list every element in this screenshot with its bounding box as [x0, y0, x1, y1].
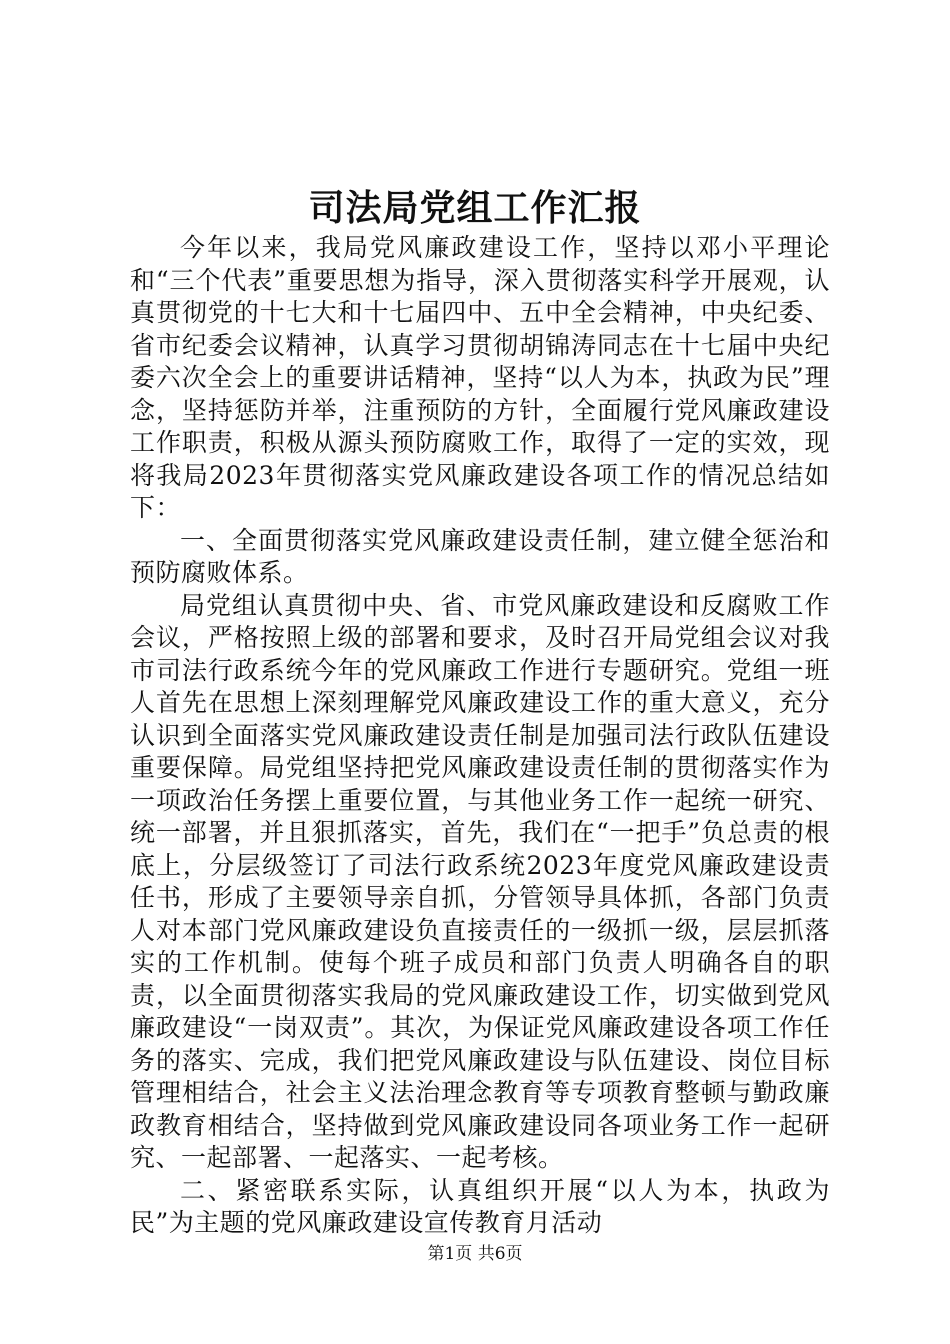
intro-paragraph: 今年以来，我局党风廉政建设工作，坚持以邓小平理论和“三个代表”重要思想为指导，深入贯彻落实科学开展观，认真贯彻党的十七大和十七届四中、五中全会精神，中央纪委、省市纪委会议精神，认真学习贯彻胡锦涛同志在十七届中央纪委六次全会上的重要讲话精神，坚持“以人为本，执政为民”理念，坚持惩防并举，注重预防的方针，全面履行党风廉政建设工作职责，积极从源头预防腐败工作，取得了一定的实效，现将我局2023年贯彻落实党风廉政建设各项工作的情况总结如下： [130, 233, 830, 522]
document-body [130, 232, 830, 1240]
section-1-paragraph: 局党组认真贯彻中央、省、市党风廉政建设和反腐败工作会议，严格按照上级的部署和要求，及时召开局党组会议对我市司法行政系统今年的党风廉政工作进行专题研究。党组一班人首先在思想上深刻理解党风廉政建设工作的重大意义，充分认识到全面落实党风廉政建设责任制是加强司法行政队伍建设重要保障。局党组坚持把党风廉政建设责任制的贯彻落实作为一项政治任务摆上重要位置，与其他业务工作一起统一研究、统一部署，并且狠抓落实，首先，我们在“一把手”负总责的根底上，分层级签订了司法行政系统2023年度党风廉政建设责任书，形成了主要领导亲自抓，分管领导具体抓，各部门负责人对本部门党风廉政建设负直接责任的一级抓一级，层层抓落实的工作机制。使每个班子成员和部门负责人明确各自的职责，以全面贯彻落实我局的党风廉政建设工作，切实做到党风廉政建设“一岗双责”。其次，为保证党风廉政建设各项工作任务的落实、完成，我们把党风廉政建设与队伍建设、岗位目标管理相结合，社会主义法治理念教育等专项教育整顿与勤政廉政教育相结合，坚持做到党风廉政建设同各项业务工作一起研究、一起部署、一起落实、一起考核。 [130, 590, 830, 1172]
section-heading-1: 一、全面贯彻落实党风廉政建设责任制，建立健全惩治和预防腐败体系。 [130, 525, 830, 587]
document-title: 司法局党组工作汇报 [308, 187, 642, 229]
section-heading-2: 二、紧密联系实际，认真组织开展“以人为本，执政为民”为主题的党风廉政建设宣传教育月活动 [130, 1175, 830, 1237]
page-footer: 第1页 共6页 [427, 1244, 523, 1264]
